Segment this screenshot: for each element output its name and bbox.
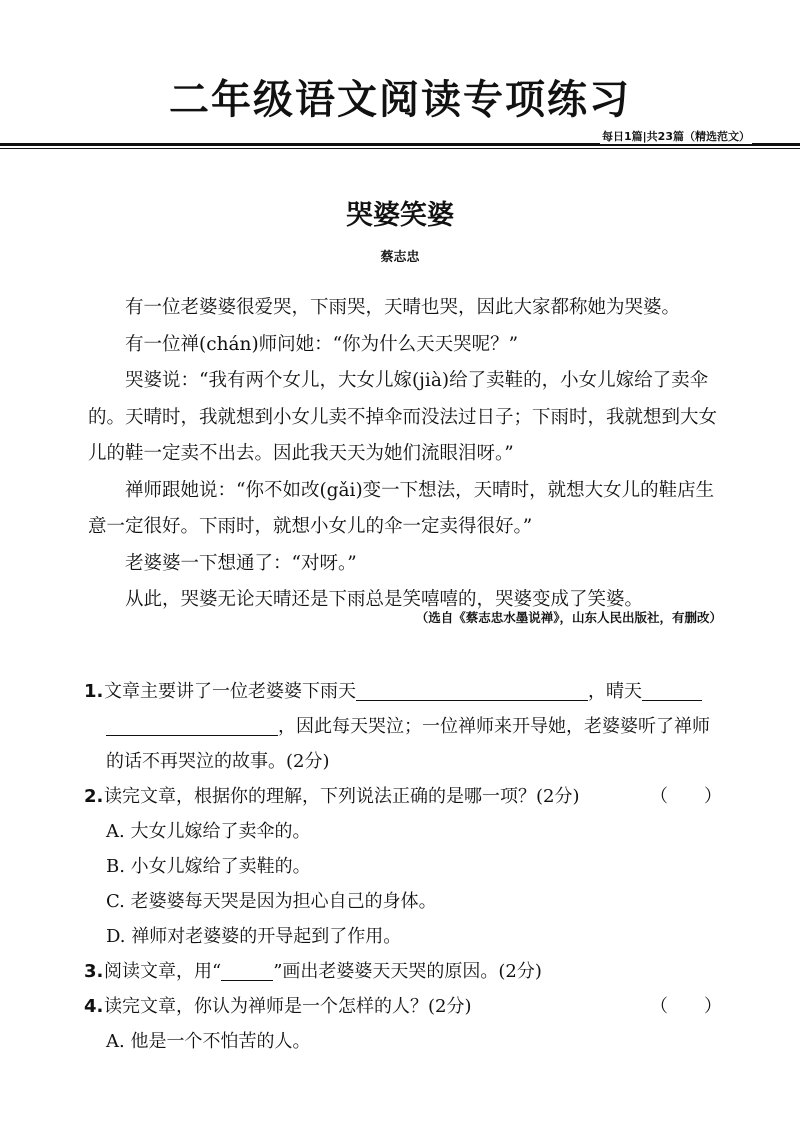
question-1-continued	[86, 744, 728, 779]
question-number: 1.	[84, 681, 104, 702]
article-paragraph: 哭婆说：“我有两个女儿，大女儿嫁(jià)给了卖鞋的，小女儿嫁给了卖伞的。天晴时，我就想到小女儿卖不掉伞而没法过日子；下雨时，我就想到大女儿的鞋一定卖不出去。因此我天天为她们流眼泪呀。”	[88, 370, 718, 464]
question-number: 4.	[84, 996, 104, 1017]
underline-sample	[221, 962, 273, 981]
question-3	[86, 954, 728, 989]
question-text: 读完文章，你认为禅师是一个怎样的人？(2分)	[104, 996, 472, 1017]
answer-parentheses[interactable]: （ ）	[650, 996, 722, 1017]
article-author: 蔡志忠	[380, 250, 420, 265]
option-d: D. 禅师对老婆婆的开导起到了作用。	[106, 926, 402, 947]
question-text: ”画出老婆婆天天哭的原因。(2分)	[273, 961, 542, 982]
article-paragraph: 有一位老婆婆很爱哭，下雨哭，天晴也哭，因此大家都称她为哭婆。	[125, 297, 681, 318]
article-paragraph: 有一位禅(chán)师问她：“你为什么天天哭呢？”	[125, 333, 519, 355]
article-title: 哭婆笑婆	[346, 200, 454, 231]
question-text: ，晴天	[588, 681, 642, 702]
answer-blank[interactable]	[356, 678, 588, 701]
article-body	[88, 290, 728, 619]
question-text: 阅读文章，用“	[104, 961, 222, 982]
question-number: 3.	[84, 961, 104, 982]
header-rule-thin	[0, 148, 800, 149]
question-2	[86, 779, 728, 814]
question-number: 2.	[84, 786, 104, 807]
questions-section	[86, 674, 728, 1059]
question-1-continued	[86, 709, 728, 744]
question-text: ，因此每天哭泣；一位禅师来开导她，老婆婆听了禅师	[278, 716, 710, 737]
option-c: C. 老婆婆每天哭是因为担心自己的身体。	[106, 891, 437, 912]
question-text: 读完文章，根据你的理解，下列说法正确的是哪一项？(2分)	[104, 786, 580, 807]
question-4	[86, 989, 728, 1024]
question-1	[86, 674, 728, 709]
question-text: 文章主要讲了一位老婆婆下雨天	[104, 681, 356, 702]
option-b: B. 小女儿嫁给了卖鞋的。	[106, 856, 311, 877]
article-paragraph: 从此，哭婆无论天晴还是下雨总是笑嘻嘻的，哭婆变成了笑婆。	[125, 589, 644, 610]
article-paragraph: 老婆婆一下想通了：“对呀。”	[125, 552, 357, 574]
answer-parentheses[interactable]: （ ）	[650, 786, 722, 807]
answer-blank[interactable]	[642, 678, 702, 701]
option-a: A. 他是一个不怕苦的人。	[106, 1031, 311, 1052]
page-title: 二年级语文阅读专项练习	[169, 77, 631, 123]
question-text: 的话不再哭泣的故事。(2分)	[106, 751, 330, 772]
header-note: 每日1篇|共23篇（精选范文）	[602, 130, 750, 143]
article-source: （选自《蔡志忠水墨说禅》，山东人民出版社，有删改）	[415, 610, 722, 625]
article-paragraph: 禅师跟她说：“你不如改(gǎi)变一下想法，天晴时，就想大女儿的鞋店生意一定很好。下雨时，就想小女儿的伞一定卖得很好。”	[88, 479, 715, 537]
answer-blank[interactable]	[106, 713, 278, 736]
option-a: A. 大女儿嫁给了卖伞的。	[106, 821, 311, 842]
